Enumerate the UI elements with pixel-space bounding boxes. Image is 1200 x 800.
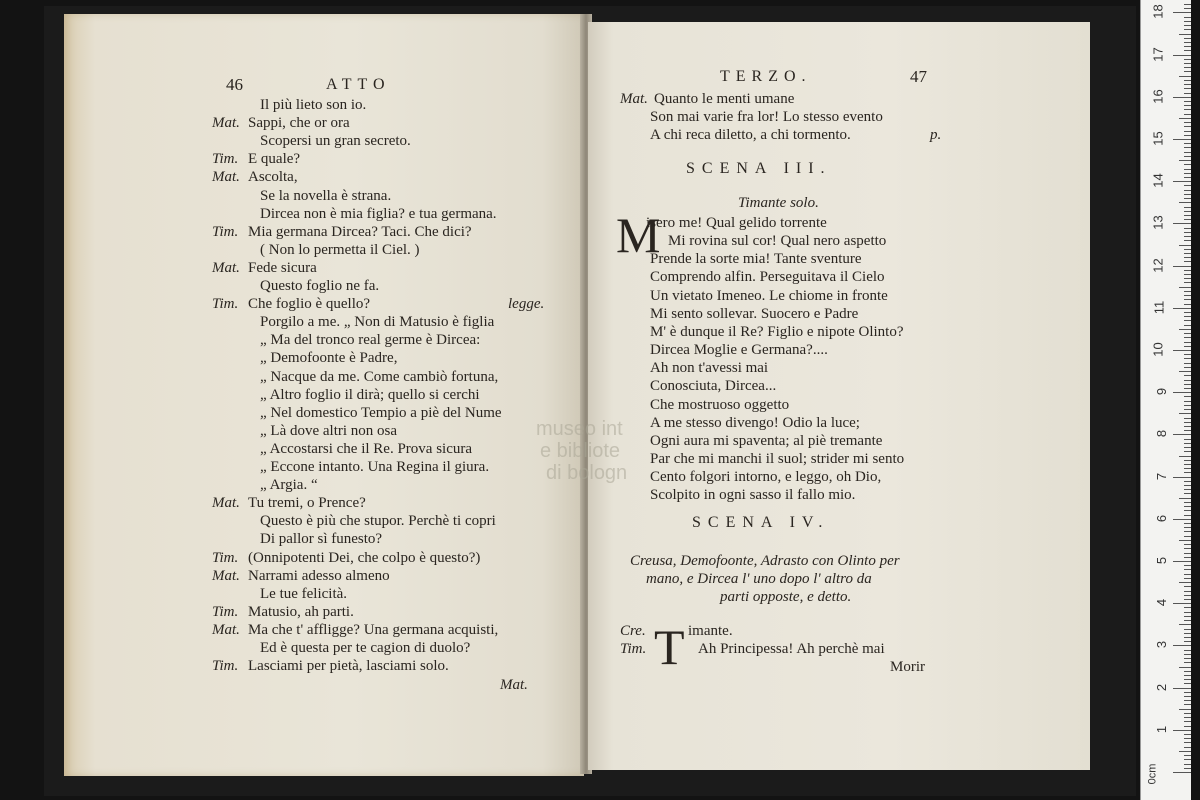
verse-line: A chi reca diletto, a chi tormento. (650, 127, 851, 143)
ruler-tick (1173, 139, 1191, 140)
ruler-tick (1184, 544, 1191, 545)
watermark-line: museo int (536, 418, 623, 440)
ruler-tick (1184, 578, 1191, 579)
ruler-tick (1184, 105, 1191, 106)
verse-line: Ed è questa per te cagion di duolo? (260, 640, 471, 656)
ruler-tick (1184, 713, 1191, 714)
ruler-tick (1184, 363, 1191, 364)
ruler-tick (1184, 683, 1191, 684)
ruler-number: 16 (1150, 89, 1166, 104)
ruler-tick (1184, 506, 1191, 507)
ruler-tick (1184, 721, 1191, 722)
ruler-tick (1184, 586, 1191, 587)
verse-line: Il più lieto son io. (260, 97, 367, 113)
ruler-tick (1184, 451, 1191, 452)
page-number-left: 46 (226, 75, 243, 94)
ruler-tick (1179, 540, 1191, 541)
ruler-tick (1184, 152, 1191, 153)
ruler-tick (1184, 679, 1191, 680)
verse-line: „ Accostarsi che il Re. Prova sicura (260, 440, 473, 457)
verse-line: Ah non t'avessi mai (650, 360, 769, 377)
ruler-tick (1184, 401, 1191, 402)
ruler-tick (1184, 485, 1191, 486)
ruler-tick (1179, 413, 1191, 414)
scene-4-title: SCENA IV. (692, 514, 830, 531)
ruler-number: 8 (1153, 430, 1169, 438)
verse-line: Dircea Moglie e Germana?.... (650, 342, 828, 359)
ruler-tick (1173, 645, 1191, 646)
ruler-tick (1184, 692, 1191, 693)
verse-line: Son mai varie fra lor! Lo stesso evento (650, 109, 883, 125)
ruler-tick (1184, 591, 1191, 592)
ruler-tick (1184, 211, 1191, 212)
speaker-label: Mat. (212, 621, 240, 638)
ruler-tick (1179, 160, 1191, 161)
ruler-tick (1184, 472, 1191, 473)
stage-direction: legge. (508, 296, 545, 312)
verse-line: Scolpito in ogni sasso il fallo mio. (650, 487, 856, 504)
ruler-tick (1184, 325, 1191, 326)
ruler-tick (1184, 261, 1191, 262)
ruler-tick (1184, 198, 1191, 199)
ruler-tick (1184, 468, 1191, 469)
watermark-line: di bologn (546, 462, 628, 484)
ruler-tick (1184, 71, 1191, 72)
cast-line: Creusa, Demofoonte, Adrasto con Olinto per (630, 553, 900, 569)
ruler-tick (1184, 409, 1191, 410)
ruler-tick (1184, 654, 1191, 655)
speaker-label: Mat. (212, 259, 240, 276)
verse-line: Di pallor sì funesto? (260, 531, 383, 548)
ruler-tick (1184, 131, 1191, 132)
scene-3-drop-cap: M (616, 207, 661, 263)
verse-line: „ Nacque da me. Come cambiò fortuna, (260, 368, 499, 385)
ruler-tick (1179, 498, 1191, 499)
ruler-tick (1184, 641, 1191, 642)
verse-line: ( Non lo permetta il Ciel. ) (260, 241, 420, 258)
verse-line: isero me! Qual gelido torrente (646, 215, 827, 231)
scene-3-subtitle: Timante solo. (738, 195, 819, 211)
ruler-tick (1184, 768, 1191, 769)
ruler-tick (1184, 143, 1191, 144)
verse-line: Cento folgori intorno, e leggo, oh Dio, (650, 469, 882, 486)
ruler-tick (1184, 25, 1191, 26)
verse-line: Ma che t' affligge? Una germana acquisti, (248, 621, 499, 638)
ruler-tick (1179, 582, 1191, 583)
catchword-left: Mat. (500, 677, 528, 693)
ruler-tick (1173, 772, 1191, 773)
ruler-tick (1184, 380, 1191, 381)
ruler-tick (1184, 375, 1191, 376)
ruler-tick (1184, 236, 1191, 237)
ruler-tick (1173, 266, 1191, 267)
ruler-tick (1173, 97, 1191, 98)
ruler-tick (1184, 493, 1191, 494)
ruler-tick (1173, 730, 1191, 731)
cast-line: mano, e Dircea l' uno dopo l' altro da (646, 571, 872, 587)
ruler-tick (1184, 253, 1191, 254)
cast-line: parti opposte, e detto. (720, 589, 852, 605)
ruler-tick (1184, 274, 1191, 275)
ruler-tick (1184, 502, 1191, 503)
verse-line: Lasciami per pietà, lasciami solo. (248, 658, 449, 675)
verse-line: Fede sicura (248, 259, 317, 276)
verse-line: Matusio, ah parti. (248, 603, 354, 620)
ruler-tick (1184, 717, 1191, 718)
ruler-tick (1184, 278, 1191, 279)
ruler-tick (1184, 101, 1191, 102)
ruler-tick (1184, 464, 1191, 465)
ruler-tick (1173, 12, 1191, 13)
ruler-tick (1184, 439, 1191, 440)
ruler-tick (1184, 489, 1191, 490)
ruler-tick (1184, 443, 1191, 444)
ruler-tick (1184, 510, 1191, 511)
verse-line: Un vietato Imeneo. Le chiome in fronte (650, 287, 888, 304)
ruler-tick (1184, 342, 1191, 343)
ruler-tick (1184, 358, 1191, 359)
ruler-number: 12 (1150, 257, 1166, 273)
verse-line: Conosciuta, Dircea... (650, 378, 777, 395)
ruler-tick (1184, 481, 1191, 482)
ruler-tick (1184, 295, 1191, 296)
ruler-tick (1173, 350, 1191, 351)
ruler-tick (1184, 8, 1191, 9)
verse-line: Mia germana Dircea? Taci. Che dici? (248, 223, 472, 240)
ruler-number: 6 (1153, 514, 1169, 522)
ruler-tick (1179, 245, 1191, 246)
ruler-tick (1184, 662, 1191, 663)
ruler-number: 3 (1153, 641, 1169, 649)
ruler-tick (1173, 688, 1191, 689)
ruler-tick (1184, 384, 1191, 385)
ruler-tick (1184, 620, 1191, 621)
ruler-tick (1184, 354, 1191, 355)
verse-line: Mi rovina sul cor! Qual nero aspetto (668, 233, 887, 250)
scene-3-title: SCENA III. (686, 160, 832, 177)
verse-line: E quale? (248, 151, 301, 168)
ruler-tick (1184, 527, 1191, 528)
ruler-tick (1179, 76, 1191, 77)
ruler-tick (1184, 595, 1191, 596)
verse-line: A me stesso divengo! Odio la luce; (650, 414, 860, 431)
ruler-tick (1184, 304, 1191, 305)
ruler-tick (1184, 93, 1191, 94)
ruler-tick (1184, 282, 1191, 283)
speaker-label: Tim. (212, 658, 239, 675)
verse-line: Che foglio è quello? (248, 296, 371, 313)
ruler-tick (1184, 17, 1191, 18)
ruler-tick (1184, 21, 1191, 22)
ruler-tick (1184, 531, 1191, 532)
verse-line: Scopersi un gran secreto. (260, 133, 411, 150)
ruler-tick (1184, 109, 1191, 110)
verse-line: Mi sento sollevar. Suocero e Padre (650, 305, 859, 322)
ruler-number: 7 (1153, 472, 1169, 480)
ruler-tick (1184, 337, 1191, 338)
ruler-tick (1184, 633, 1191, 634)
ruler-tick (1184, 232, 1191, 233)
speaker-label: Tim. (212, 151, 239, 168)
ruler-tick (1173, 223, 1191, 224)
verse-line: Ah Principessa! Ah perchè mai (698, 641, 885, 657)
speaker-label: Mat. (620, 91, 648, 107)
ruler-tick (1179, 202, 1191, 203)
ruler-tick (1184, 316, 1191, 317)
ruler-tick (1184, 405, 1191, 406)
ruler-tick (1184, 553, 1191, 554)
ruler-tick (1184, 569, 1191, 570)
ruler-tick (1184, 574, 1191, 575)
ruler-tick (1184, 135, 1191, 136)
verse-line: Sappi, che or ora (248, 115, 350, 132)
ruler-tick (1184, 59, 1191, 60)
verse-line: Questo foglio ne fa. (260, 278, 380, 294)
ruler-tick (1184, 430, 1191, 431)
ruler-tick (1184, 38, 1191, 39)
ruler-tick (1179, 456, 1191, 457)
ruler-tick (1184, 747, 1191, 748)
ruler-tick (1184, 637, 1191, 638)
ruler-tick (1179, 624, 1191, 625)
ruler-tick (1184, 207, 1191, 208)
watermark-line: e bibliote (540, 440, 621, 462)
scene-4-drop-cap: T (654, 619, 685, 675)
verse-line: „ Là dove altri non osa (260, 422, 398, 439)
verse-line: M' è dunque il Re? Figlio e nipote Olinto? (650, 323, 904, 340)
ruler-tick (1173, 308, 1191, 309)
verse-line: Le tue felicità. (260, 585, 348, 602)
verse-line: imante. (688, 623, 733, 639)
ruler-tick (1184, 173, 1191, 174)
ruler-tick (1173, 519, 1191, 520)
ruler-tick (1184, 29, 1191, 30)
page-number-right: 47 (910, 67, 927, 86)
ruler-tick (1184, 147, 1191, 148)
ruler-tick (1184, 257, 1191, 258)
ruler-tick (1173, 392, 1191, 393)
ruler-tick (1179, 667, 1191, 668)
ruler-tick (1184, 177, 1191, 178)
ruler-tick (1184, 764, 1191, 765)
ruler-tick (1184, 612, 1191, 613)
ruler-tick (1179, 287, 1191, 288)
ruler-tick (1173, 434, 1191, 435)
ruler-tick (1184, 270, 1191, 271)
running-head-left: ATTO (326, 76, 391, 93)
verse-line: „ Nel domestico Tempio a piè del Nume (260, 404, 502, 421)
ruler-tick (1184, 536, 1191, 537)
verse-line: „ Demofoonte è Padre, (260, 350, 398, 367)
ruler-tick (1179, 751, 1191, 752)
verse-line: Narrami adesso almeno (248, 567, 390, 584)
verse-line: „ Ma del tronco real germe è Dircea: (260, 332, 481, 349)
ruler-number: 1 (1153, 725, 1169, 733)
ruler-number: 5 (1153, 556, 1169, 565)
running-head-right: TERZO. (720, 68, 812, 85)
ruler-number: 17 (1150, 46, 1166, 62)
verse-line: Questo è più che stupor. Perchè ti copri (260, 513, 496, 530)
ruler-tick (1184, 650, 1191, 651)
ruler-number: 2 (1153, 683, 1169, 691)
ruler-tick (1179, 118, 1191, 119)
ruler-tick (1184, 190, 1191, 191)
ruler-number: 15 (1150, 131, 1166, 146)
ruler-tick (1184, 4, 1191, 5)
verse-line: Dircea non è mia figlia? e tua germana. (260, 205, 497, 222)
ruler-tick (1184, 194, 1191, 195)
ruler-tick (1184, 523, 1191, 524)
ruler-tick (1184, 565, 1191, 566)
speaker-label: Mat. (212, 567, 240, 584)
ruler-number: 10 (1150, 342, 1166, 357)
ruler-tick (1184, 185, 1191, 186)
ruler-tick (1184, 299, 1191, 300)
ruler-tick (1184, 696, 1191, 697)
ruler-tick (1184, 291, 1191, 292)
ruler-tick (1184, 700, 1191, 701)
verse-line: „ Eccone intanto. Una Regina il giura. (260, 459, 490, 475)
ruler-tick (1184, 164, 1191, 165)
ruler-tick (1184, 80, 1191, 81)
ruler-tick (1179, 329, 1191, 330)
ruler-tick (1184, 46, 1191, 47)
speaker-label: Mat. (212, 495, 240, 512)
ruler-number: 13 (1150, 215, 1166, 231)
verse-line: Ogni aura mi spaventa; al piè tremante (650, 432, 883, 449)
ruler-tick (1184, 169, 1191, 170)
ruler-tick (1184, 422, 1191, 423)
exit-mark: p. (930, 127, 942, 143)
verse-line: Par che mi manchi il suol; strider mi sento (650, 450, 905, 467)
ruler-tick (1184, 607, 1191, 608)
ruler-tick (1184, 367, 1191, 368)
ruler-tick (1184, 742, 1191, 743)
ruler-tick (1184, 312, 1191, 313)
ruler-tick (1184, 418, 1191, 419)
ruler-tick (1184, 388, 1191, 389)
ruler-tick (1184, 704, 1191, 705)
measuring-ruler (1140, 0, 1191, 800)
ruler-tick (1184, 726, 1191, 727)
ruler-tick (1173, 603, 1191, 604)
ruler-tick (1184, 88, 1191, 89)
verse-line: Porgilo a me. „ Non di Matusio è figlia (260, 314, 495, 331)
ruler-tick (1184, 426, 1191, 427)
ruler-tick (1184, 346, 1191, 347)
ruler-unit: 0cm (1146, 763, 1159, 785)
ruler-tick (1184, 84, 1191, 85)
ruler-tick (1184, 460, 1191, 461)
speaker-label: Mat. (212, 115, 240, 132)
ruler-number: 4 (1153, 599, 1169, 607)
speaker-label: Tim. (212, 223, 239, 240)
speaker-label: Mat. (212, 169, 240, 186)
ruler-tick (1179, 371, 1191, 372)
ruler-number: 14 (1150, 173, 1166, 188)
verse-line: „ Argia. “ (260, 477, 318, 494)
ruler-number: 11 (1150, 300, 1166, 315)
ruler-tick (1184, 447, 1191, 448)
verse-line: Tu tremi, o Prence? (248, 495, 366, 512)
ruler-tick (1184, 759, 1191, 760)
ruler-tick (1184, 675, 1191, 676)
ruler-tick (1184, 63, 1191, 64)
ruler-tick (1173, 55, 1191, 56)
ruler-tick (1184, 629, 1191, 630)
ruler-tick (1184, 42, 1191, 43)
ruler-tick (1184, 50, 1191, 51)
ruler-tick (1184, 557, 1191, 558)
ruler-tick (1184, 126, 1191, 127)
verse-line: (Onnipotenti Dei, che colpo è questo?) (248, 549, 481, 566)
ruler-tick (1179, 709, 1191, 710)
ruler-tick (1184, 122, 1191, 123)
ruler-tick (1184, 599, 1191, 600)
ruler-tick (1184, 616, 1191, 617)
speaker-label: Cre. (620, 623, 646, 639)
verse-line: Che mostruoso oggetto (650, 396, 790, 413)
left-page (64, 14, 584, 776)
ruler-number: 18 (1150, 4, 1166, 20)
ruler-tick (1184, 249, 1191, 250)
verse-line: Ascolta, (248, 169, 298, 186)
catchword-right: Morir (890, 659, 925, 675)
speaker-label: Tim. (212, 603, 239, 620)
ruler-tick (1184, 219, 1191, 220)
ruler-tick (1184, 755, 1191, 756)
ruler-tick (1184, 114, 1191, 115)
verse-line: Quanto le menti umane (654, 91, 795, 107)
verse-line: Prende la sorte mia! Tante sventure (650, 251, 862, 268)
ruler-tick (1184, 67, 1191, 68)
ruler-tick (1184, 515, 1191, 516)
ruler-tick (1184, 215, 1191, 216)
ruler-tick (1179, 34, 1191, 35)
ruler-tick (1184, 658, 1191, 659)
speaker-label: Tim. (620, 641, 647, 657)
ruler-tick (1184, 548, 1191, 549)
watermark (536, 418, 627, 484)
ruler-tick (1184, 671, 1191, 672)
ruler-tick (1184, 396, 1191, 397)
ruler-tick (1184, 156, 1191, 157)
ruler-tick (1184, 240, 1191, 241)
right-page (588, 22, 1090, 770)
ruler-tick (1184, 228, 1191, 229)
verse-line: Se la novella è strana. (260, 187, 392, 204)
verse-line: Comprendo alfin. Perseguitava il Cielo (650, 269, 885, 286)
ruler-tick (1184, 320, 1191, 321)
ruler-tick (1184, 333, 1191, 334)
speaker-label: Tim. (212, 296, 239, 313)
ruler-tick (1173, 477, 1191, 478)
verse-line: „ Altro foglio il dirà; quello si cerchi (260, 386, 480, 403)
ruler-number: 9 (1153, 388, 1169, 396)
ruler-tick (1184, 738, 1191, 739)
ruler-tick (1173, 561, 1191, 562)
speaker-label: Tim. (212, 549, 239, 566)
ruler-tick (1173, 181, 1191, 182)
ruler-tick (1184, 734, 1191, 735)
